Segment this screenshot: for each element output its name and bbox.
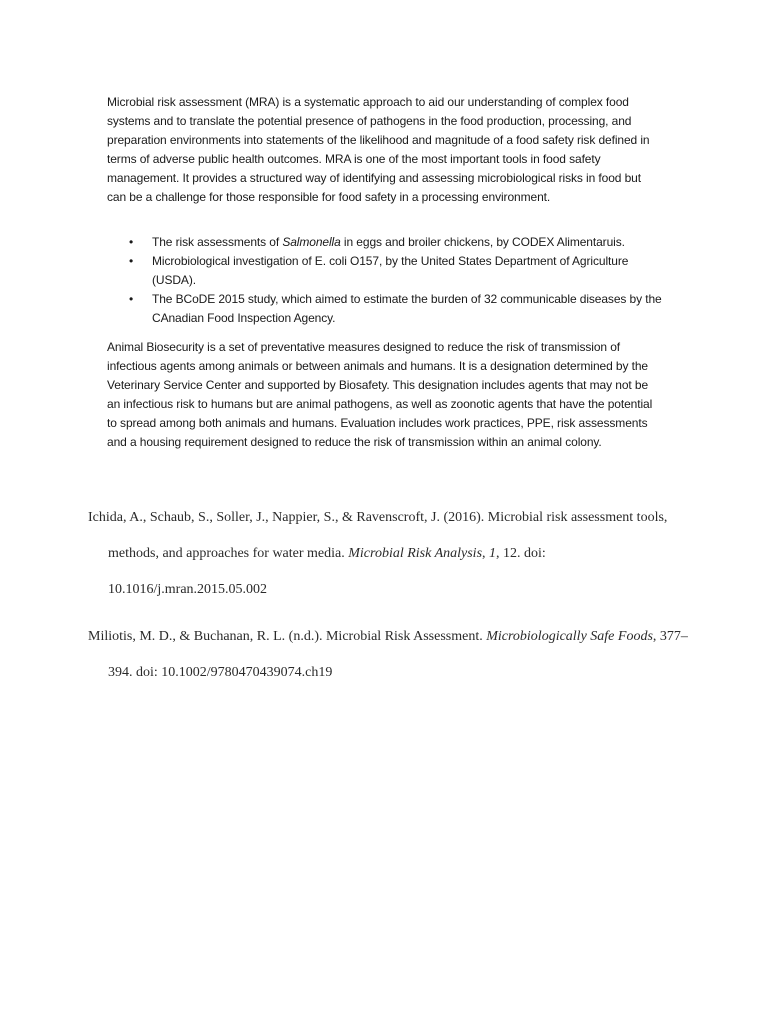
reference-text: Ichida, A., Schaub, S., Soller, J., Nappier, S., & Ravenscroft, J. (2016). Microbial risk assessment tools, methods, and approaches for water media. xyxy=(88,510,668,561)
bullet-text-italic: Salmonella xyxy=(282,235,341,249)
reference-tail: , 12. doi: 10.1016/j.mran.2015.05.002 xyxy=(108,546,546,597)
bullet-text-after: in eggs and broiler chickens, by CODEX Alimentaruis. xyxy=(340,235,625,249)
bullet-icon: • xyxy=(129,254,134,268)
bullet-text: The BCoDE 2015 study, which aimed to estimate the burden of 32 communicable diseases by the CAnadian Food Inspection Agency. xyxy=(152,292,662,325)
list-item xyxy=(107,233,662,252)
reference-volume: 1 xyxy=(489,546,497,561)
bullet-list xyxy=(107,233,662,328)
biosecurity-paragraph: Animal Biosecurity is a set of preventative measures designed to reduce the risk of transmission of infectious agents among animals or between animals and humans. It is a designation determined by the Veterinary Service Center and supported by Biosafety. This designation includes agents that may not be an infectious risk to humans but are animal pathogens, as well as zoonotic agents that have the potential to spread among both animals and humans. Evaluation includes work practices, PPE, risk assessments and a housing requirement designed to reduce the risk of transmission within an animal colony. xyxy=(107,340,653,449)
reference-journal: Microbial Risk Analysis xyxy=(348,546,483,561)
list-item xyxy=(107,290,662,328)
bullet-icon: • xyxy=(129,292,134,306)
intro-paragraph: Microbial risk assessment (MRA) is a systematic approach to aid our understanding of complex food systems and to translate the potential presence of pathogens in the food production, processing, and preparation environments into statements of the likelihood and magnitude of a food safety risk defined in terms of adverse public health outcomes. MRA is one of the most important tools in food safety management. It provides a structured way of identifying and assessing microbiological risks in food but can be a challenge for those responsible for food safety in a processing environment. xyxy=(107,95,650,204)
reference-sep: , xyxy=(482,546,490,561)
reference-tail: , 377–394. doi: 10.1002/9780470439074.ch19 xyxy=(108,629,688,680)
list-item xyxy=(107,252,662,290)
bullet-text: Microbiological investigation of E. coli O157, by the United States Department of Agriculture (USDA). xyxy=(152,254,629,287)
reference-journal: Microbiologically Safe Foods xyxy=(486,629,653,644)
bullet-icon: • xyxy=(129,235,134,249)
bullet-text: The risk assessments of xyxy=(152,235,283,249)
reference-text: Miliotis, M. D., & Buchanan, R. L. (n.d.). Microbial Risk Assessment. xyxy=(88,629,487,644)
reference-entry xyxy=(88,619,688,691)
reference-entry xyxy=(88,500,688,608)
